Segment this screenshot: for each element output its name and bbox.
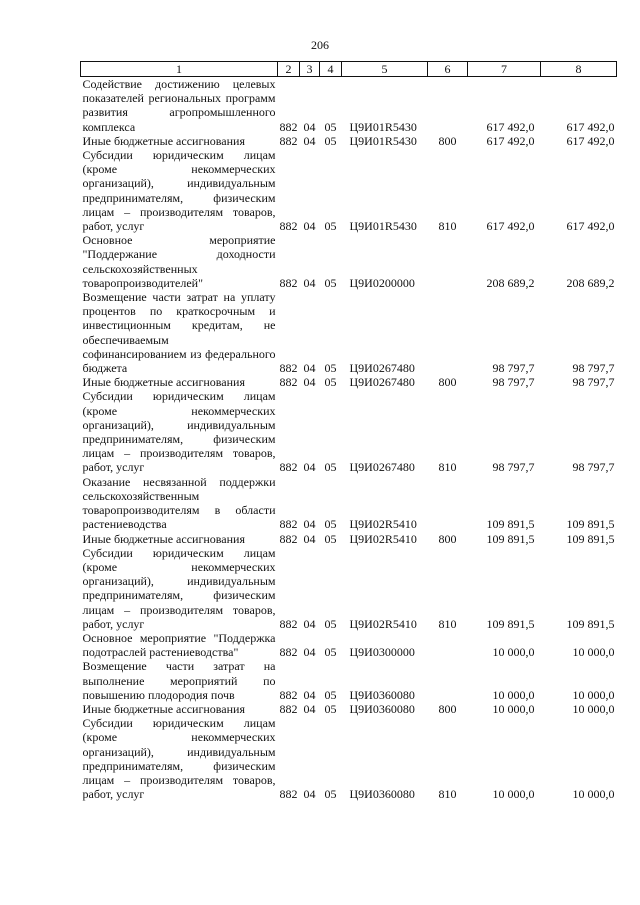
table-row (81, 375, 617, 389)
amount-year-1: 617 492,0 (486, 219, 535, 234)
ministry-code: 882 (279, 616, 298, 631)
subsection-code: 05 (324, 275, 337, 290)
section-code: 04 (303, 375, 316, 390)
amount-year-2: 10 000,0 (572, 645, 615, 660)
ministry-code: 882 (279, 275, 298, 290)
target-article-code: Ц9И0200000 (349, 275, 415, 290)
amount-year-2: 98 797,7 (572, 361, 615, 376)
header-col-8: 8 (541, 62, 617, 77)
amount-year-1: 10 000,0 (492, 645, 535, 660)
header-col-5: 5 (342, 62, 428, 77)
expense-type-code: 800 (438, 701, 457, 716)
amount-year-2: 109 891,5 (566, 517, 615, 532)
section-code: 04 (303, 275, 316, 290)
row-name: Оказание несвязанной поддержки сельскохозяйственным товаропроизводителям в области растениеводства (82, 474, 276, 532)
row-name: Возмещение части затрат на выполнение мероприятий по повышению плодородия почв (82, 659, 276, 702)
table-row (81, 389, 617, 474)
subsection-code: 05 (324, 375, 337, 390)
expense-type-code: 810 (438, 460, 457, 475)
expense-type-code: 800 (438, 375, 457, 390)
subsection-code: 05 (324, 517, 337, 532)
row-name: Иные бюджетные ассигнования (82, 375, 245, 390)
table-row (81, 546, 617, 631)
table-body (81, 77, 617, 802)
ministry-code: 882 (279, 219, 298, 234)
amount-year-2: 109 891,5 (566, 531, 615, 546)
expense-type-code (428, 475, 468, 532)
header-col-2: 2 (278, 62, 300, 77)
amount-year-2: 10 000,0 (572, 687, 615, 702)
row-name: Субсидии юридическим лицам (кроме некоммерческих организаций), индивидуальным предпринимателям, физическим лицам – производителям товаров, работ, услуг (82, 545, 276, 631)
subsection-code: 05 (324, 687, 337, 702)
expense-type-code (428, 233, 468, 290)
section-code: 04 (303, 701, 316, 716)
section-code: 04 (303, 616, 316, 631)
target-article-code: Ц9И0360080 (349, 687, 415, 702)
row-name: Субсидии юридическим лицам (кроме некоммерческих организаций), индивидуальным предпринимателям, физическим лицам – производителям товаров, работ, услуг (82, 389, 276, 475)
amount-year-1: 109 891,5 (486, 517, 535, 532)
subsection-code: 05 (324, 361, 337, 376)
row-name: Содействие достижению целевых показателей региональных программ развития агропромышленного комплекса (82, 77, 276, 134)
header-col-7: 7 (468, 62, 541, 77)
subsection-code: 05 (324, 701, 337, 716)
target-article-code: Ц9И0300000 (349, 645, 415, 660)
amount-year-2: 10 000,0 (572, 787, 615, 802)
ministry-code: 882 (279, 687, 298, 702)
section-code: 04 (303, 219, 316, 234)
section-code: 04 (303, 119, 316, 134)
expense-type-code: 800 (438, 133, 457, 148)
section-code: 04 (303, 531, 316, 546)
section-code: 04 (303, 787, 316, 802)
amount-year-2: 98 797,7 (572, 460, 615, 475)
subsection-code: 05 (324, 119, 337, 134)
row-name: Субсидии юридическим лицам (кроме некоммерческих организаций), индивидуальным предпринимателям, физическим лицам – производителям товаров, работ, услуг (82, 148, 276, 234)
section-code: 04 (303, 517, 316, 532)
table-row (81, 702, 617, 716)
amount-year-1: 98 797,7 (492, 460, 535, 475)
row-name: Основное мероприятие "Поддержка подотраслей растениеводства" (82, 630, 276, 660)
amount-year-2: 109 891,5 (566, 616, 615, 631)
expense-type-code: 810 (438, 787, 457, 802)
target-article-code: Ц9И0360080 (349, 701, 415, 716)
subsection-code: 05 (324, 219, 337, 234)
amount-year-1: 10 000,0 (492, 687, 535, 702)
amount-year-2: 10 000,0 (572, 701, 615, 716)
ministry-code: 882 (279, 361, 298, 376)
header-col-6: 6 (428, 62, 468, 77)
amount-year-1: 98 797,7 (492, 375, 535, 390)
ministry-code: 882 (279, 701, 298, 716)
table-row (81, 148, 617, 233)
budget-table (80, 61, 617, 801)
ministry-code: 882 (279, 460, 298, 475)
header-col-3: 3 (300, 62, 320, 77)
table-row (81, 532, 617, 546)
section-code: 04 (303, 361, 316, 376)
target-article-code: Ц9И01R5430 (349, 219, 417, 234)
table-row (81, 77, 617, 134)
header-col-1: 1 (81, 62, 278, 77)
row-name: Субсидии юридическим лицам (кроме некоммерческих организаций), индивидуальным предпринимателям, физическим лицам – производителям товаров, работ, услуг (82, 716, 276, 802)
expense-type-code: 810 (438, 616, 457, 631)
expense-type-code: 810 (438, 219, 457, 234)
row-name: Иные бюджетные ассигнования (82, 531, 245, 546)
target-article-code: Ц9И02R5410 (349, 531, 417, 546)
table-row (81, 631, 617, 659)
amount-year-2: 617 492,0 (566, 133, 615, 148)
page-number: 206 (311, 38, 329, 52)
target-article-code: Ц9И0267480 (349, 460, 415, 475)
header-col-4: 4 (320, 62, 342, 77)
expense-type-code (428, 290, 468, 375)
expense-type-code (428, 659, 468, 702)
expense-type-code (428, 631, 468, 659)
subsection-code: 05 (324, 645, 337, 660)
table-row (81, 290, 617, 375)
amount-year-1: 617 492,0 (486, 133, 535, 148)
amount-year-1: 98 797,7 (492, 361, 535, 376)
row-name: Возмещение части затрат на уплату процентов по краткосрочным и инвестиционным кредитам, не обеспечиваемым софинансированием из федерального бюджета (82, 290, 276, 376)
amount-year-1: 10 000,0 (492, 787, 535, 802)
ministry-code: 882 (279, 133, 298, 148)
table-row (81, 659, 617, 702)
target-article-code: Ц9И0267480 (349, 361, 415, 376)
expense-type-code (428, 77, 468, 134)
ministry-code: 882 (279, 787, 298, 802)
target-article-code: Ц9И02R5410 (349, 616, 417, 631)
ministry-code: 882 (279, 531, 298, 546)
target-article-code: Ц9И01R5430 (349, 119, 417, 134)
amount-year-1: 617 492,0 (486, 119, 535, 134)
amount-year-1: 208 689,2 (486, 275, 535, 290)
amount-year-1: 10 000,0 (492, 701, 535, 716)
ministry-code: 882 (279, 375, 298, 390)
amount-year-2: 208 689,2 (566, 275, 615, 290)
ministry-code: 882 (279, 645, 298, 660)
row-name: Иные бюджетные ассигнования (82, 133, 245, 148)
target-article-code: Ц9И0267480 (349, 375, 415, 390)
amount-year-1: 109 891,5 (486, 531, 535, 546)
expense-type-code: 800 (438, 531, 457, 546)
subsection-code: 05 (324, 460, 337, 475)
section-code: 04 (303, 687, 316, 702)
amount-year-2: 617 492,0 (566, 219, 615, 234)
ministry-code: 882 (279, 517, 298, 532)
table-row (81, 475, 617, 532)
ministry-code: 882 (279, 119, 298, 134)
section-code: 04 (303, 133, 316, 148)
table-row (81, 716, 617, 801)
section-code: 04 (303, 645, 316, 660)
target-article-code: Ц9И02R5410 (349, 517, 417, 532)
subsection-code: 05 (324, 787, 337, 802)
amount-year-2: 617 492,0 (566, 119, 615, 134)
section-code: 04 (303, 460, 316, 475)
table-row (81, 134, 617, 148)
target-article-code: Ц9И0360080 (349, 787, 415, 802)
amount-year-1: 109 891,5 (486, 616, 535, 631)
amount-year-2: 98 797,7 (572, 375, 615, 390)
subsection-code: 05 (324, 531, 337, 546)
table-header-row (81, 62, 617, 77)
subsection-code: 05 (324, 616, 337, 631)
target-article-code: Ц9И01R5430 (349, 133, 417, 148)
subsection-code: 05 (324, 133, 337, 148)
row-name: Иные бюджетные ассигнования (82, 701, 245, 716)
row-name: Основное мероприятие "Поддержание доходности сельскохозяйственных товаропроизводителей" (82, 233, 276, 290)
table-row (81, 233, 617, 290)
